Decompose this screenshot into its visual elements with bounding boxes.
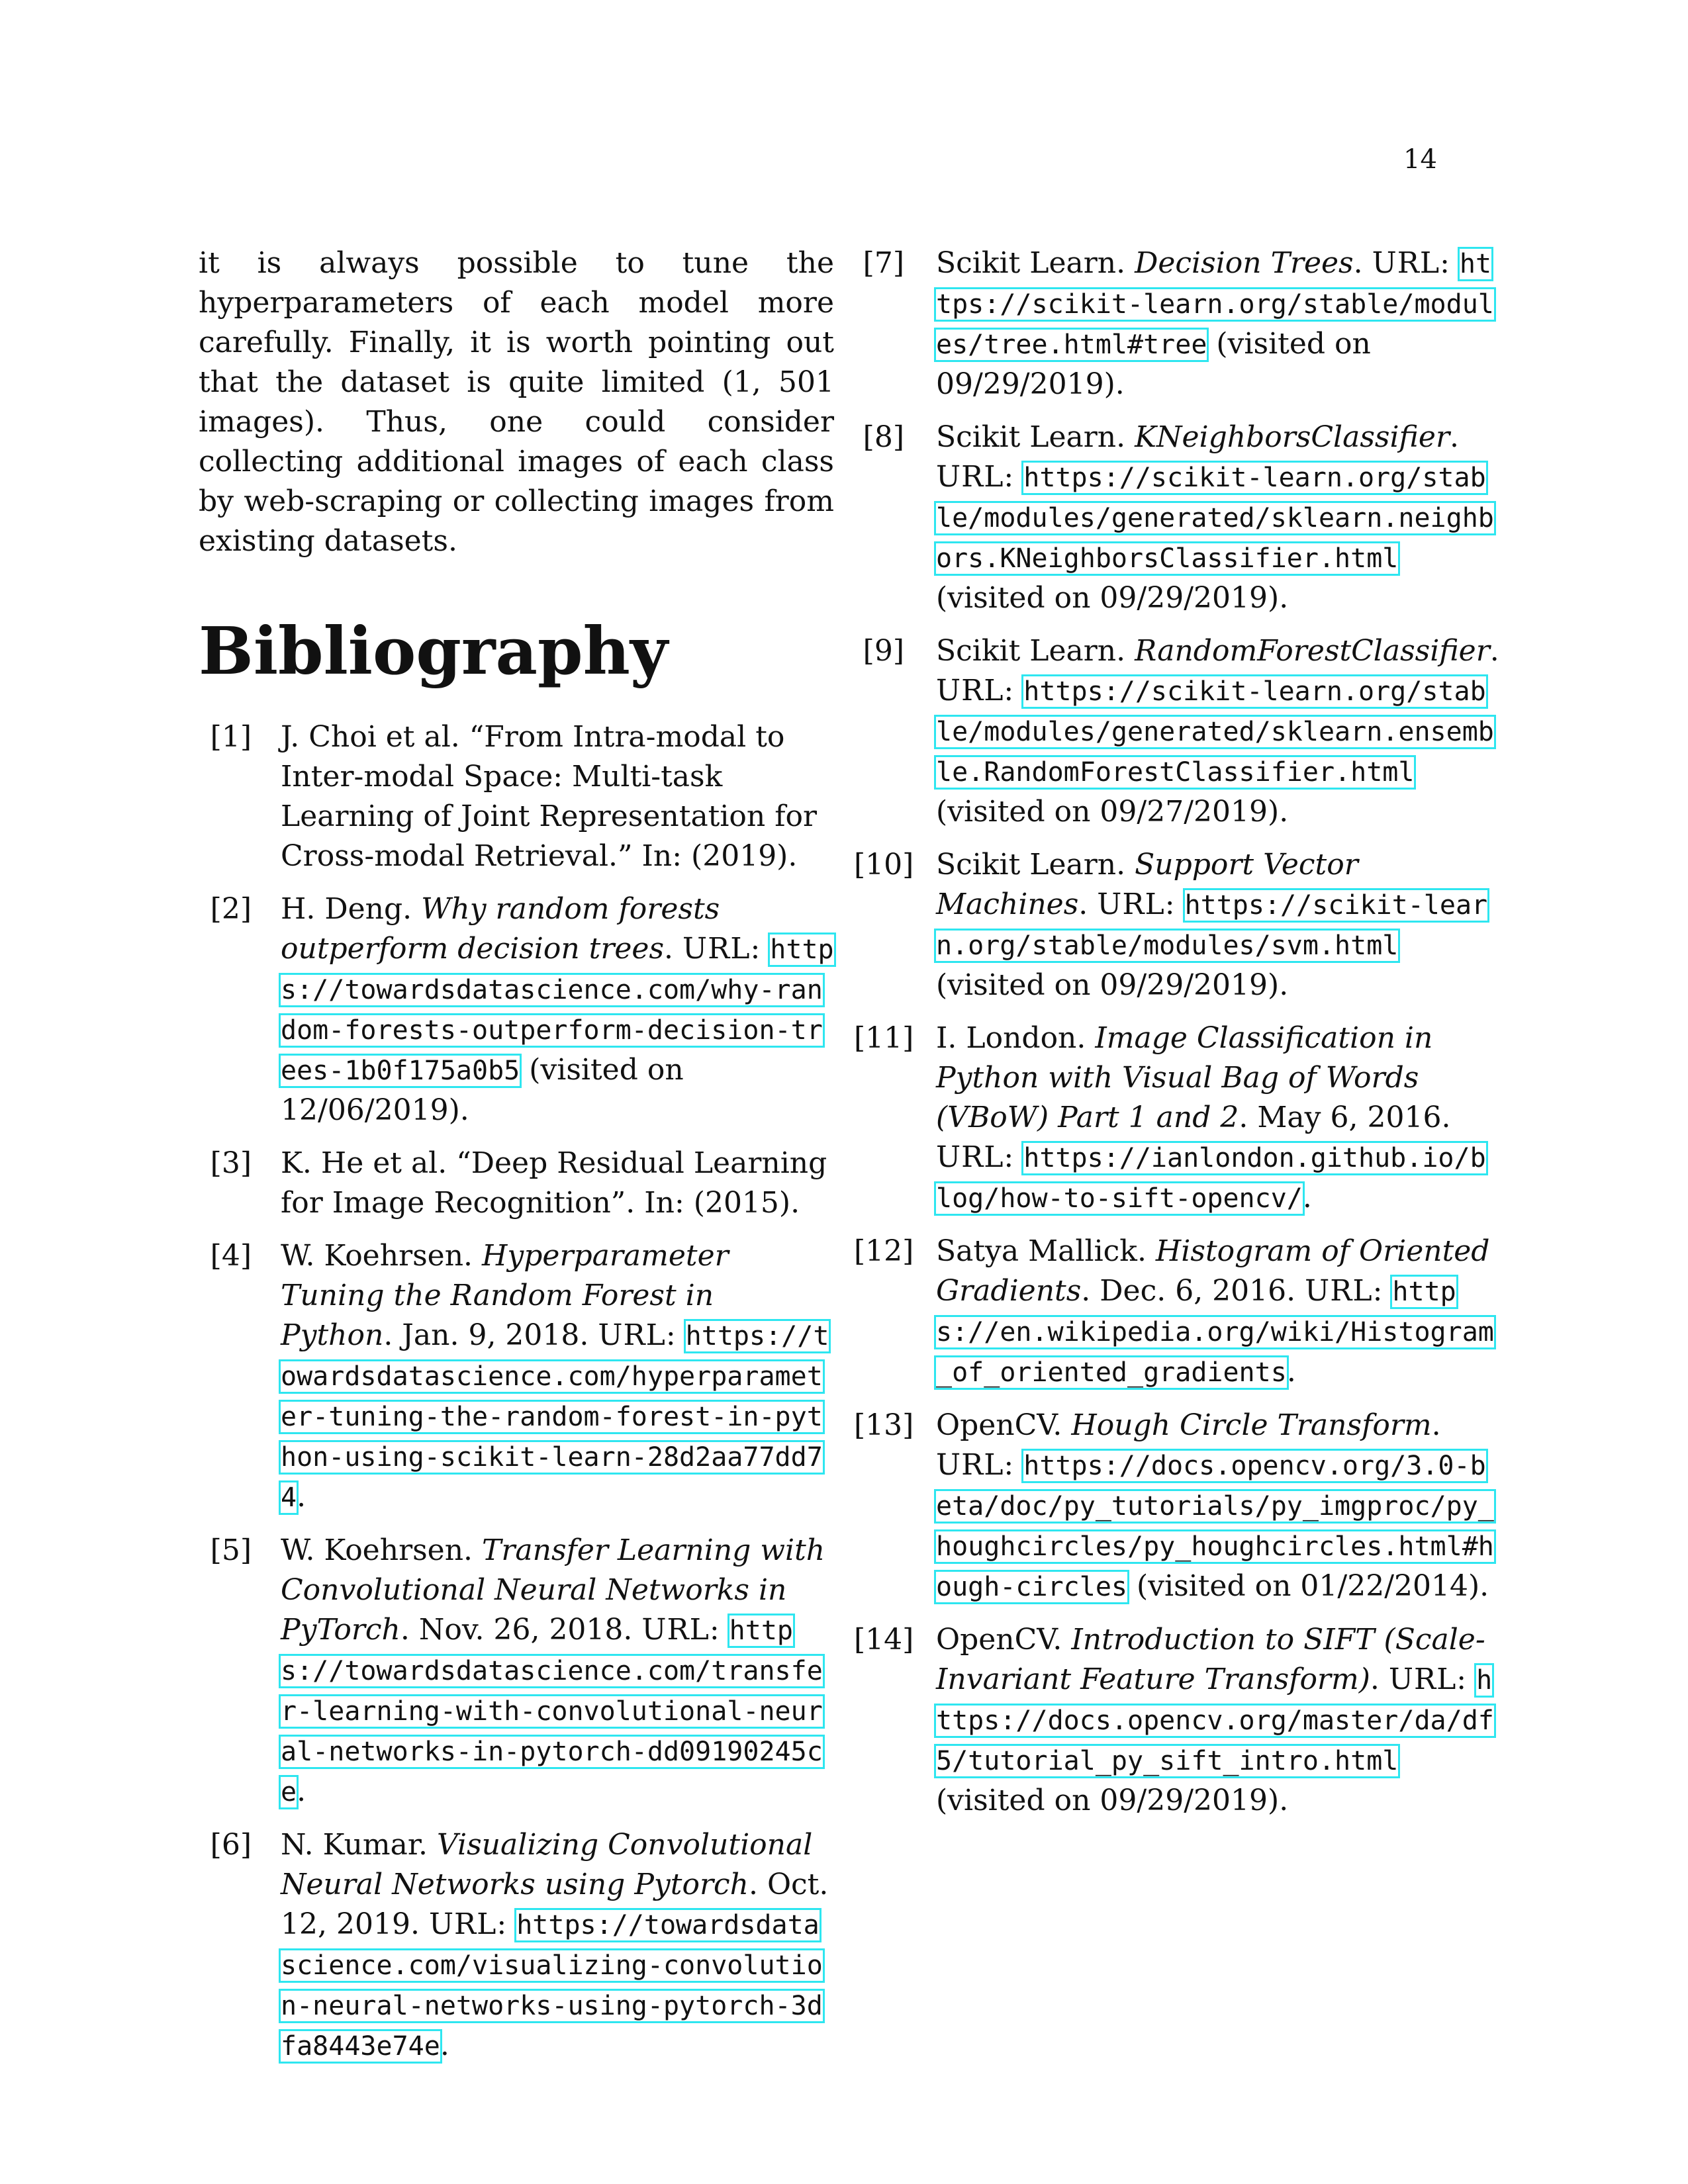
- reference-authors: Scikit Learn.: [936, 848, 1135, 882]
- url-label: URL:: [428, 1907, 508, 1941]
- reference-url-link[interactable]: https://docs.opencv.org/master/da/df5/tutorial_py_sift_intro.html: [936, 1665, 1494, 1776]
- reference-item: [854, 418, 1501, 618]
- reference-url-link[interactable]: https://towardsdatascience.com/transfer-learning-with-convolutional-neural-networks-in-pytorch-dd09190245ce: [281, 1615, 823, 1807]
- reference-title: Support Vector Machines: [936, 848, 1358, 921]
- reference-number: [2]: [210, 892, 252, 926]
- reference-url-link[interactable]: https://towardsdatascience.com/visualizing-convolution-neural-networks-using-pytorch-3dfa8443e74e: [281, 1910, 823, 2062]
- reference-visited: (visited on 09/27/2019).: [936, 795, 1289, 829]
- url-label: URL:: [936, 674, 1015, 707]
- reference-url-link[interactable]: https://docs.opencv.org/3.0-beta/doc/py_tutorials/py_imgproc/py_houghcircles/py_houghcircles.html#hough-circles: [936, 1451, 1494, 1602]
- reference-number: [1]: [210, 720, 252, 754]
- reference-details: . Oct. 12, 2019.: [281, 1868, 829, 1941]
- reference-details: .: [1370, 1662, 1380, 1696]
- reference-visited: (visited on 09/29/2019).: [936, 1784, 1289, 1817]
- reference-title: Hyperparameter Tuning the Random Forest in Python: [281, 1239, 729, 1352]
- reference-title: Image Classification in Python with Visual Bag of Words (VBoW) Part 1 and 2: [936, 1021, 1433, 1134]
- reference-number: [8]: [863, 420, 904, 454]
- reference-title: KNeighborsClassifier: [1135, 420, 1450, 454]
- url-label: URL:: [1372, 246, 1450, 280]
- reference-url-link[interactable]: https://scikit-learn.org/stable/modules/tree.html#tree: [936, 249, 1494, 360]
- reference-item: [199, 889, 834, 1130]
- reference-number: [7]: [863, 246, 904, 280]
- reference-authors: K. He et al. “Deep Residual Learning for Image Recognition”. In: (2015).: [281, 1146, 827, 1220]
- reference-title: Decision Trees: [1135, 246, 1354, 280]
- right-column: [854, 244, 1501, 1834]
- reference-title: Transfer Learning with Convolutional Neural Networks in PyTorch: [281, 1533, 825, 1647]
- reference-visited: .: [297, 1774, 306, 1808]
- reference-title: Visualizing Convolutional Neural Networks using Pytorch: [281, 1828, 813, 1901]
- reference-title: Histogram of Oriented Gradients: [936, 1234, 1490, 1308]
- url-label: URL:: [936, 1140, 1015, 1174]
- reference-authors: Satya Mallick.: [936, 1234, 1156, 1268]
- reference-authors: H. Deng.: [281, 892, 422, 926]
- reference-details: . Nov. 26, 2018.: [400, 1613, 633, 1647]
- url-label: URL:: [936, 1448, 1015, 1482]
- reference-details: .: [1449, 420, 1459, 454]
- url-label: URL:: [641, 1613, 720, 1647]
- url-label: URL:: [1305, 1274, 1383, 1308]
- reference-details: . May 6, 2016.: [1239, 1101, 1451, 1134]
- reference-item: [199, 717, 834, 876]
- reference-item: [854, 1406, 1501, 1607]
- reference-visited: .: [297, 1480, 306, 1514]
- reference-details: .: [664, 932, 674, 966]
- reference-url-link[interactable]: https://en.wikipedia.org/wiki/Histogram_of_oriented_gradients: [936, 1277, 1494, 1388]
- intro-paragraph: it is always possible to tune the hyperparameters of each model more carefully. Finally, it is worth pointing out that the dataset is quite limited (1, 501 images). Thus, one could consider collecting additional images of each class by web-scraping or collecting images from existing datasets.: [199, 246, 834, 558]
- reference-number: [11]: [854, 1021, 914, 1055]
- reference-item: [854, 244, 1501, 404]
- left-column: [199, 244, 834, 2079]
- reference-details: . Dec. 6, 2016.: [1081, 1274, 1296, 1308]
- reference-number: [10]: [854, 848, 914, 882]
- reference-visited: .: [1302, 1181, 1312, 1214]
- reference-authors: I. London.: [936, 1021, 1096, 1055]
- reference-authors: J. Choi et al. “From Intra-modal to Inter-modal Space: Multi-task Learning of Joint Representation for Cross-modal Retrieval.” In: (2019).: [281, 720, 818, 873]
- reference-item: [854, 1620, 1501, 1821]
- reference-item: [854, 1232, 1501, 1392]
- reference-item: [854, 845, 1501, 1005]
- reference-item: [199, 1531, 834, 1812]
- reference-authors: W. Koehrsen.: [281, 1239, 483, 1273]
- reference-visited: (visited on 12/06/2019).: [281, 1053, 684, 1127]
- reference-number: [5]: [210, 1533, 252, 1567]
- reference-title: Introduction to SIFT (Scale-Invariant Feature Transform): [936, 1623, 1485, 1696]
- reference-authors: Scikit Learn.: [936, 420, 1135, 454]
- reference-item: [199, 1236, 834, 1518]
- reference-title: Hough Circle Transform: [1071, 1408, 1432, 1442]
- reference-number: [9]: [863, 634, 904, 668]
- reference-authors: Scikit Learn.: [936, 634, 1135, 668]
- reference-number: [13]: [854, 1408, 914, 1442]
- reference-number: [6]: [210, 1828, 252, 1862]
- reference-url-link[interactable]: https://scikit-learn.org/stable/modules/generated/sklearn.neighbors.KNeighborsClassifier.html: [936, 463, 1494, 574]
- url-label: URL:: [1388, 1662, 1468, 1696]
- reference-details: .: [1431, 1408, 1441, 1442]
- reference-item: [199, 1825, 834, 2066]
- reference-visited: (visited on 09/29/2019).: [936, 581, 1289, 615]
- reference-list-left: [199, 717, 834, 2066]
- url-label: URL:: [936, 460, 1015, 494]
- reference-item: [199, 1144, 834, 1223]
- bibliography-heading: Bibliography: [199, 614, 668, 690]
- reference-number: [12]: [854, 1234, 914, 1268]
- reference-item: [854, 631, 1501, 832]
- reference-details: .: [1078, 887, 1088, 921]
- reference-url-link[interactable]: https://scikit-learn.org/stable/modules/generated/sklearn.ensemble.RandomForestClassifier.html: [936, 676, 1494, 788]
- reference-url-link[interactable]: https://towardsdatascience.com/why-random-forests-outperform-decision-trees-1b0f175a0b5: [281, 934, 834, 1086]
- reference-title: RandomForestClassifier: [1135, 634, 1490, 668]
- reference-url-link[interactable]: https://ianlondon.github.io/blog/how-to-sift-opencv/: [936, 1143, 1486, 1214]
- reference-number: [3]: [210, 1146, 252, 1180]
- reference-details: .: [1353, 246, 1363, 280]
- reference-authors: OpenCV.: [936, 1623, 1072, 1657]
- reference-authors: N. Kumar.: [281, 1828, 438, 1862]
- url-label: URL:: [682, 932, 761, 966]
- reference-url-link[interactable]: https://towardsdatascience.com/hyperparameter-tuning-the-random-forest-in-python-using-scikit-learn-28d2aa77dd74: [281, 1321, 829, 1513]
- reference-item: [854, 1019, 1501, 1218]
- reference-authors: W. Koehrsen.: [281, 1533, 483, 1567]
- reference-authors: Scikit Learn.: [936, 246, 1135, 280]
- reference-url-link[interactable]: https://scikit-learn.org/stable/modules/svm.html: [936, 890, 1488, 961]
- url-label: URL:: [598, 1318, 677, 1352]
- reference-details: .: [1489, 634, 1499, 668]
- url-label: URL:: [1097, 887, 1176, 921]
- reference-visited: (visited on 09/29/2019).: [936, 968, 1289, 1002]
- page-number: 14: [1403, 144, 1437, 175]
- reference-list-right: [854, 244, 1501, 1821]
- reference-visited: .: [440, 2028, 449, 2062]
- reference-visited: (visited on 01/22/2014).: [1127, 1569, 1489, 1603]
- reference-details: . Jan. 9, 2018.: [383, 1318, 589, 1352]
- reference-title: Why random forests outperform decision trees: [281, 892, 720, 966]
- reference-visited: (visited on 09/29/2019).: [936, 327, 1371, 401]
- reference-number: [4]: [210, 1239, 252, 1273]
- reference-authors: OpenCV.: [936, 1408, 1072, 1442]
- reference-visited: .: [1286, 1355, 1296, 1388]
- reference-number: [14]: [854, 1623, 914, 1657]
